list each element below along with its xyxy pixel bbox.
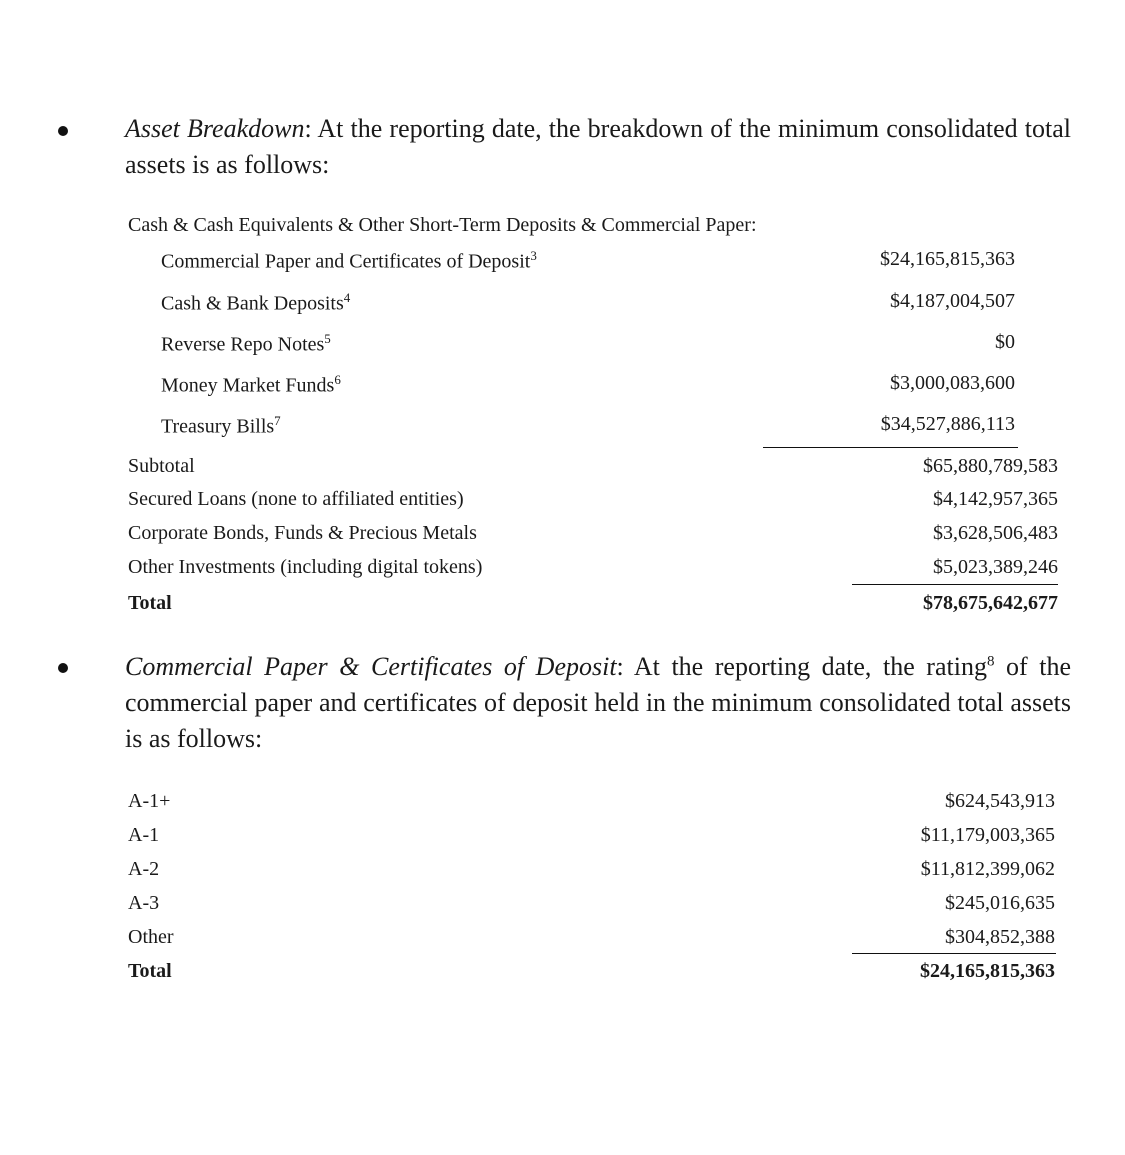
subtotal-rule — [763, 447, 1018, 448]
ratings-total-label: Total — [128, 960, 172, 982]
ratings-total-rule — [852, 953, 1056, 954]
sub-item-value: $3,000,083,600 — [890, 372, 1015, 394]
sub-item-value: $34,527,886,113 — [880, 413, 1015, 435]
item-label: Corporate Bonds, Funds & Precious Metals — [128, 522, 477, 544]
rating-label: A-1+ — [128, 790, 171, 812]
rating-value: $245,016,635 — [945, 892, 1055, 914]
item-value: $65,880,789,583 — [923, 455, 1058, 477]
total-rule — [852, 584, 1058, 585]
sub-item-label: Commercial Paper and Certificates of Deposit$^3$ — [161, 248, 537, 273]
sub-item-label: Treasury Bills$^7$ — [161, 413, 281, 438]
bullet-point — [58, 663, 68, 673]
sub-item-label: Reverse Repo Notes$^5$ — [161, 331, 331, 356]
sub-item-label: Cash & Bank Deposits$^4$ — [161, 290, 351, 315]
sub-item-label: Money Market Funds$^6$ — [161, 372, 341, 397]
rating-label: A-1 — [128, 824, 160, 846]
ratings-total-value: $24,165,815,363 — [920, 960, 1055, 982]
rating-label: A-3 — [128, 892, 160, 914]
rating-value: $11,179,003,365 — [920, 824, 1055, 846]
asset-breakdown-text: : At the reporting date, the breakdown of the minimum consolidated total assets is as follows: — [125, 114, 1071, 179]
commercial-paper-paragraph: Commercial Paper & Certificates of Deposit: At the reporting date, the rating$^8$ of the commercial paper and certificates of deposit held in the minimum consolidated total assets is as follows: — [125, 652, 1072, 753]
rating-value: $624,543,913 — [945, 790, 1055, 812]
item-value: $3,628,506,483 — [933, 522, 1058, 544]
item-label: Secured Loans (none to affiliated entities) — [128, 488, 464, 510]
total-label: Total — [128, 592, 172, 614]
sub-item-value: $0 — [995, 331, 1015, 353]
rating-value: $304,852,388 — [945, 926, 1055, 948]
rating-label: Other — [128, 926, 174, 948]
asset-breakdown-paragraph — [125, 111, 1071, 183]
sub-item-value: $24,165,815,363 — [880, 248, 1015, 270]
bullet-point — [58, 126, 68, 136]
group-header: Cash & Cash Equivalents & Other Short-Term Deposits & Commercial Paper: — [128, 214, 757, 236]
item-value: $4,142,957,365 — [933, 488, 1058, 510]
total-value: $78,675,642,677 — [923, 592, 1058, 614]
commercial-paper-lead: Commercial Paper & Certificates of Deposit — [125, 652, 617, 681]
asset-breakdown-lead: Asset Breakdown — [125, 114, 305, 143]
rating-value: $11,812,399,062 — [920, 858, 1055, 880]
item-value: $5,023,389,246 — [933, 556, 1058, 578]
item-label: Other Investments (including digital tokens) — [128, 556, 483, 578]
sub-item-value: $4,187,004,507 — [890, 290, 1015, 312]
item-label: Subtotal — [128, 455, 195, 477]
footnote-marker: 8 — [986, 653, 995, 670]
rating-label: A-2 — [128, 858, 160, 880]
